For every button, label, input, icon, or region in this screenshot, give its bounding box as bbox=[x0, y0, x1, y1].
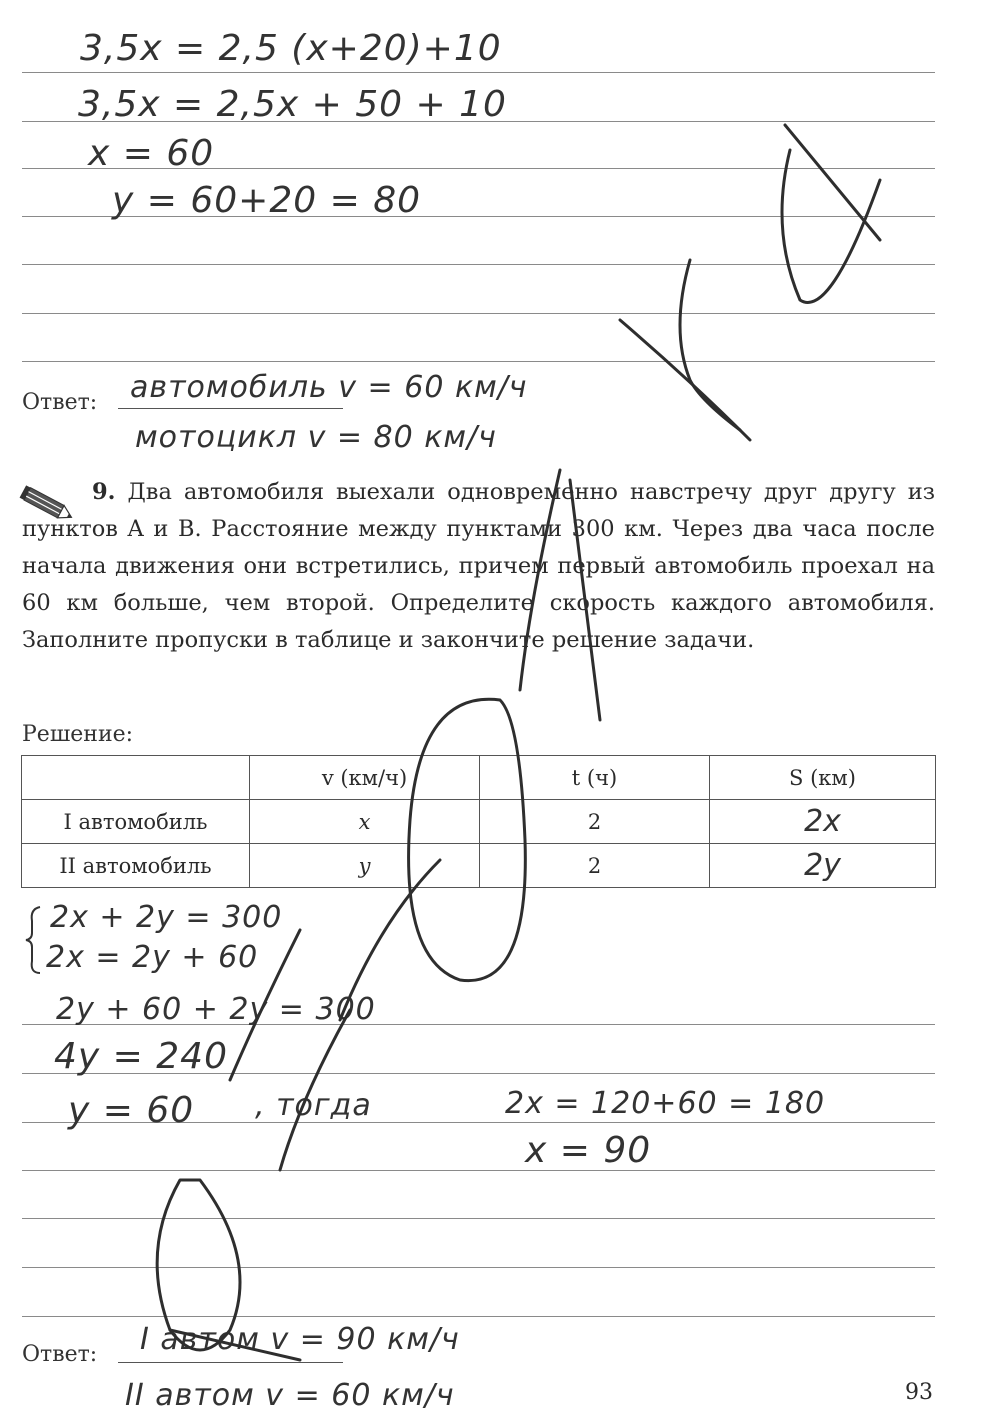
handwritten-equation: x = 60 bbox=[88, 133, 215, 174]
handwritten-answer: II автом v = 60 км/ч bbox=[125, 1378, 455, 1413]
cell-s-handwritten: 2y bbox=[710, 844, 936, 888]
table-header-row bbox=[22, 756, 936, 800]
ruled-line bbox=[22, 1267, 935, 1268]
row-label: I автомобиль bbox=[22, 800, 250, 844]
ruled-line bbox=[22, 1218, 935, 1219]
handwritten-equation: 2x = 2y + 60 bbox=[46, 940, 259, 975]
row-label: II автомобиль bbox=[22, 844, 250, 888]
handwritten-equation: 3,5x = 2,5x + 50 + 10 bbox=[78, 84, 507, 125]
table-row bbox=[22, 800, 936, 844]
ruled-line bbox=[22, 264, 935, 265]
cell-v: y bbox=[250, 844, 480, 888]
handwritten-equation: 3,5x = 2,5 (x+20)+10 bbox=[80, 28, 502, 69]
table-header-cell: t (ч) bbox=[480, 756, 710, 800]
handwritten-equation: 2x = 120+60 = 180 bbox=[505, 1086, 826, 1121]
handwritten-equation: y = 60 bbox=[68, 1090, 195, 1131]
problem-9 bbox=[22, 474, 935, 659]
problem-number: 9. bbox=[92, 479, 116, 505]
solution-label: Решение: bbox=[22, 722, 134, 747]
system-brace bbox=[24, 905, 44, 975]
cell-t: 2 bbox=[480, 800, 710, 844]
problem-text: Два автомобиля выехали одновременно навстречу друг другу из пунктов A и B. Расстояние между пунктами 300 км. Через два часа после начала движения они встретились, причем первый автомобиль проехал на 60 км больше, чем второй. Определите скорость каждого автомобиля. Заполните пропуски в таблице и закончите решение задачи. bbox=[22, 479, 935, 653]
answer-line bbox=[118, 1362, 343, 1363]
handwritten-equation: y = 60+20 = 80 bbox=[112, 180, 421, 221]
answer-label: Ответ: bbox=[22, 390, 98, 415]
ruled-line bbox=[22, 1316, 935, 1317]
handwritten-text: , тогда bbox=[255, 1088, 372, 1123]
ruled-line bbox=[22, 361, 935, 362]
ruled-line bbox=[22, 1170, 935, 1171]
table-header-cell bbox=[22, 756, 250, 800]
answer-line bbox=[118, 408, 343, 409]
table-header-cell: v (км/ч) bbox=[250, 756, 480, 800]
table-header-cell: S (км) bbox=[710, 756, 936, 800]
answer-label: Ответ: bbox=[22, 1342, 98, 1367]
cell-v: x bbox=[250, 800, 480, 844]
ruled-line bbox=[22, 313, 935, 314]
handwritten-equation: 4y = 240 bbox=[54, 1036, 228, 1077]
ruled-line bbox=[22, 72, 935, 73]
handwritten-equation: 2x + 2y = 300 bbox=[50, 900, 283, 935]
handwritten-answer: автомобиль v = 60 км/ч bbox=[130, 370, 528, 405]
handwritten-answer: мотоцикл v = 80 км/ч bbox=[135, 420, 497, 455]
table-row bbox=[22, 844, 936, 888]
solution-table bbox=[21, 755, 936, 888]
page-number: 93 bbox=[905, 1380, 933, 1405]
handwritten-equation: 2y + 60 + 2y = 300 bbox=[56, 992, 376, 1027]
cell-t: 2 bbox=[480, 844, 710, 888]
handwritten-equation: x = 90 bbox=[525, 1130, 652, 1171]
handwritten-answer: I автом v = 90 км/ч bbox=[140, 1322, 460, 1357]
cell-s-handwritten: 2x bbox=[710, 800, 936, 844]
